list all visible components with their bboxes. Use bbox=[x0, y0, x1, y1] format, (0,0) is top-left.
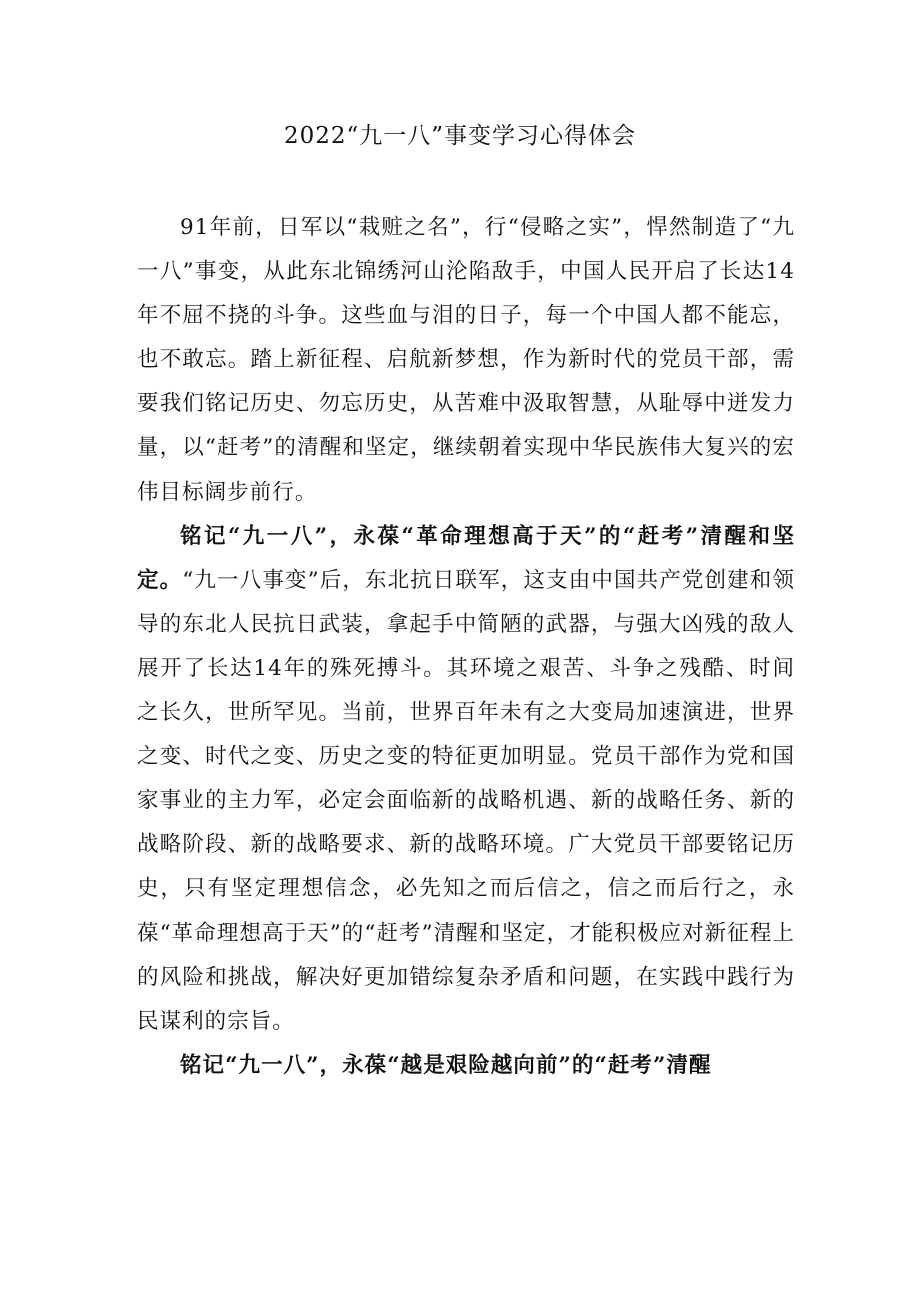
paragraph-section-2 bbox=[137, 1044, 795, 1088]
document-title: 2022“九一八”事变学习心得体会 bbox=[283, 123, 637, 149]
paragraph-text: “九一八事变”后，东北抗日联军，这支由中国共产党创建和领导的东北人民抗日武装，拿起手中简陋的武器，与强大凶残的敌人展开了长达14年的殊死搏斗。其环境之艰苦、斗争之残酷、时间之长久，世所罕见。当前，世界百年未有之大变局加速演进，世界之变、时代之变、历史之变的特征更加明显。党员干部作为党和国家事业的主力军，必定会面临新的战略机遇、新的战略任务、新的战略阶段、新的战略要求、新的战略环境。广大党员干部要铭记历史，只有坚定理想信念，必先知之而后信之，信之而后行之，永葆“革命理想高于天”的“赶考”清醒和坚定，才能积极应对新征程上的风险和挑战，解决好更加错综复杂矛盾和问题，在实践中践行为民谋利的宗旨。 bbox=[137, 567, 795, 1034]
document-body bbox=[137, 206, 795, 1088]
paragraph-heading: 铭记“九一八”，永葆“革命理想高于天”的“赶考”清醒和坚定。 bbox=[137, 523, 795, 593]
paragraph-text: 91年前，日军以“栽赃之名”，行“侵略之实”，悍然制造了“九一八”事变，从此东北锦绣河山沦陷敌手，中国人民开启了长达14年不屈不挠的斗争。这些血与泪的日子，每一个中国人都不能忘，也不敢忘。踏上新征程、启航新梦想，作为新时代的党员干部，需要我们铭记历史、勿忘历史，从苦难中汲取智慧，从耻辱中迸发力量，以“赶考”的清醒和坚定，继续朝着实现中华民族伟大复兴的宏伟目标阔步前行。 bbox=[137, 215, 795, 505]
paragraph-section-1 bbox=[137, 515, 795, 1044]
paragraph-intro bbox=[137, 206, 795, 515]
paragraph-heading: 铭记“九一八”，永葆“越是艰险越向前”的“赶考”清醒 bbox=[180, 1052, 712, 1078]
